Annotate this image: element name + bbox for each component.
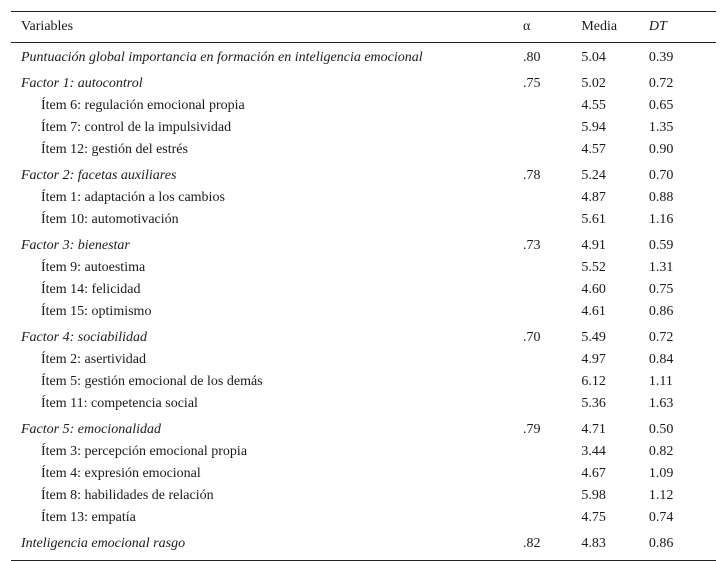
cell-media: 5.52 xyxy=(581,260,606,275)
cell-media: 4.71 xyxy=(581,422,606,437)
cell-media: 4.61 xyxy=(581,304,606,319)
cell-variable: Factor 5: emocionalidad xyxy=(21,422,161,437)
table-row xyxy=(11,69,716,95)
table-row xyxy=(11,349,716,371)
header-variables: Variables xyxy=(21,19,74,34)
cell-alpha xyxy=(523,257,581,279)
table-row xyxy=(11,393,716,415)
cell-variable: Ítem 1: adaptación a los cambios xyxy=(41,190,225,205)
table-row xyxy=(11,139,716,161)
cell-alpha: .73 xyxy=(523,238,541,253)
table-row xyxy=(11,279,716,301)
cell-media: 5.49 xyxy=(581,330,606,345)
cell-dt: 0.86 xyxy=(648,304,674,319)
cell-variable: Ítem 12: gestión del estrés xyxy=(41,142,188,157)
cell-media: 4.55 xyxy=(581,98,606,113)
cell-media: 6.12 xyxy=(581,374,606,389)
cell-dt: 0.50 xyxy=(648,422,674,437)
cell-media: 5.04 xyxy=(581,50,606,65)
cell-alpha xyxy=(523,301,581,323)
table-row xyxy=(11,187,716,209)
cell-dt: 0.72 xyxy=(648,330,674,345)
cell-variable: Ítem 4: expresión emocional xyxy=(41,466,201,481)
cell-alpha xyxy=(523,441,581,463)
cell-alpha xyxy=(523,95,581,117)
cell-alpha xyxy=(523,349,581,371)
cell-variable: Ítem 15: optimismo xyxy=(41,304,152,319)
cell-media: 5.36 xyxy=(581,396,606,411)
cell-media: 4.83 xyxy=(581,536,606,551)
cell-dt: 0.72 xyxy=(648,76,674,91)
table-row xyxy=(11,43,716,70)
cell-alpha xyxy=(523,371,581,393)
cell-alpha: .82 xyxy=(523,536,541,551)
cell-variable: Puntuación global importancia en formación en inteligencia emocional xyxy=(21,50,423,65)
cell-media: 4.67 xyxy=(581,466,606,481)
table-row xyxy=(11,301,716,323)
table-body xyxy=(11,43,716,561)
cell-alpha: .80 xyxy=(523,50,541,65)
cell-variable: Factor 3: bienestar xyxy=(21,238,130,253)
cell-alpha: .70 xyxy=(523,330,541,345)
cell-dt: 0.59 xyxy=(648,238,674,253)
cell-variable: Ítem 6: regulación emocional propia xyxy=(41,98,245,113)
cell-media: 5.94 xyxy=(581,120,606,135)
cell-media: 4.91 xyxy=(581,238,606,253)
table-row xyxy=(11,441,716,463)
cell-dt: 0.70 xyxy=(648,168,674,183)
cell-dt: 0.88 xyxy=(648,190,674,205)
statistics-table xyxy=(11,11,716,561)
cell-alpha: .75 xyxy=(523,76,541,91)
cell-dt: 1.09 xyxy=(648,466,674,481)
cell-alpha xyxy=(523,463,581,485)
cell-dt: 0.39 xyxy=(648,50,674,65)
cell-alpha: .78 xyxy=(523,168,541,183)
cell-media: 3.44 xyxy=(581,444,606,459)
table-row xyxy=(11,117,716,139)
cell-media: 5.98 xyxy=(581,488,606,503)
cell-dt: 0.86 xyxy=(648,536,674,551)
table-row xyxy=(11,371,716,393)
cell-dt: 0.84 xyxy=(648,352,674,367)
cell-variable: Factor 2: facetas auxiliares xyxy=(21,168,177,183)
table-header xyxy=(11,12,716,43)
cell-alpha xyxy=(523,485,581,507)
cell-media: 4.97 xyxy=(581,352,606,367)
cell-alpha xyxy=(523,117,581,139)
cell-dt: 1.63 xyxy=(648,396,674,411)
cell-variable: Factor 1: autocontrol xyxy=(21,76,143,91)
table-row xyxy=(11,257,716,279)
table-row xyxy=(11,95,716,117)
cell-alpha xyxy=(523,507,581,529)
cell-media: 5.24 xyxy=(581,168,606,183)
table-row xyxy=(11,463,716,485)
cell-dt: 1.16 xyxy=(648,212,674,227)
cell-dt: 1.12 xyxy=(648,488,674,503)
cell-alpha xyxy=(523,139,581,161)
cell-variable: Factor 4: sociabilidad xyxy=(21,330,147,345)
table-row xyxy=(11,209,716,231)
table-row xyxy=(11,323,716,349)
cell-media: 4.60 xyxy=(581,282,606,297)
cell-media: 4.87 xyxy=(581,190,606,205)
table-row xyxy=(11,231,716,257)
cell-variable: Ítem 10: automotivación xyxy=(41,212,179,227)
cell-alpha: .79 xyxy=(523,422,541,437)
cell-alpha xyxy=(523,393,581,415)
cell-dt: 1.11 xyxy=(648,374,673,389)
header-alpha: α xyxy=(523,19,531,34)
cell-alpha xyxy=(523,187,581,209)
header-row xyxy=(11,12,716,43)
cell-media: 4.57 xyxy=(581,142,606,157)
cell-variable: Ítem 2: asertividad xyxy=(41,352,146,367)
cell-variable: Inteligencia emocional rasgo xyxy=(21,536,186,551)
cell-media: 5.61 xyxy=(581,212,606,227)
header-media: Media xyxy=(581,19,618,34)
cell-media: 5.02 xyxy=(581,76,606,91)
cell-variable: Ítem 13: empatía xyxy=(41,510,136,525)
table-row xyxy=(11,485,716,507)
header-dt: DT xyxy=(648,19,667,34)
cell-variable: Ítem 3: percepción emocional propia xyxy=(41,444,248,459)
cell-dt: 0.82 xyxy=(648,444,674,459)
cell-dt: 0.65 xyxy=(648,98,674,113)
table-row xyxy=(11,161,716,187)
cell-alpha xyxy=(523,209,581,231)
cell-variable: Ítem 5: gestión emocional de los demás xyxy=(41,374,263,389)
statistics-table-container xyxy=(11,11,716,561)
cell-dt: 1.31 xyxy=(648,260,674,275)
cell-alpha xyxy=(523,279,581,301)
table-row xyxy=(11,507,716,529)
table-row xyxy=(11,415,716,441)
cell-media: 4.75 xyxy=(581,510,606,525)
cell-variable: Ítem 11: competencia social xyxy=(41,396,198,411)
cell-variable: Ítem 9: autoestima xyxy=(41,260,146,275)
cell-dt: 0.75 xyxy=(648,282,674,297)
cell-variable: Ítem 14: felicidad xyxy=(41,282,141,297)
cell-dt: 1.35 xyxy=(648,120,674,135)
cell-dt: 0.90 xyxy=(648,142,674,157)
table-row xyxy=(11,529,716,561)
cell-dt: 0.74 xyxy=(648,510,674,525)
cell-variable: Ítem 7: control de la impulsividad xyxy=(41,120,232,135)
cell-variable: Ítem 8: habilidades de relación xyxy=(41,488,214,503)
